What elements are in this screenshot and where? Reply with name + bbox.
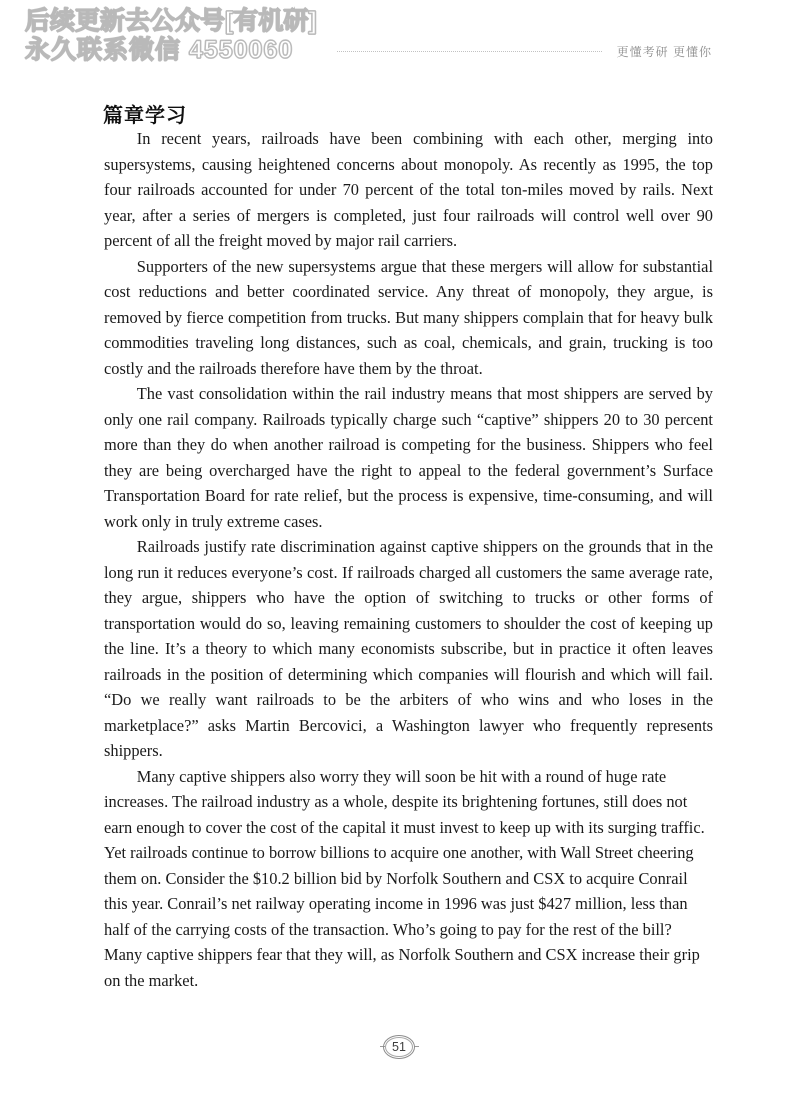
article-body	[104, 126, 713, 993]
page-number-badge	[383, 1035, 417, 1061]
header-divider-line	[337, 51, 602, 53]
paragraph: The vast consolidation within the rail industry means that most shippers are served by only one rail company. Railroads typically charge such “captive” shippers 20 to 30 percent more than they do when another railroad is competing for the business. Shippers who feel they are being overcharged have the right to appeal to the federal government’s Surface Transportation Board for rate relief, but the process is expensive, time-consuming, and will work only in truly extreme cases.	[104, 384, 713, 531]
paragraph: Many captive shippers also worry they will soon be hit with a round of huge rate increases. The railroad industry as a whole, despite its brightening fortunes, still does not earn enough to cover the cost of the capital it must invest to keep up with its surging traffic. Yet railroads continue to borrow billions to acquire one another, with Wall Street cheering them on. Consider the $10.2 billion bid by Norfolk Southern and CSX to acquire Conrail this year. Conrail’s net railway operating income in 1996 was just $427 million, less than half of the carrying costs of the transaction. Who’s going to pay for the rest of the bill? Many captive shippers fear that they will, as Norfolk Southern and CSX increase their grip on the market.	[104, 766, 705, 990]
watermark-line-1: 后续更新去公众号[有机研]	[25, 7, 317, 35]
header-brand-text: 更懂考研 更懂你	[616, 45, 712, 59]
page-number-value: 51	[392, 1040, 406, 1054]
paragraph: Supporters of the new supersystems argue that these mergers will allow for substantial cost reductions and better coordinated service. Any threat of monopoly, they argue, is removed by fierce competition from trucks. But many shippers complain that for heavy bulk commodities traveling long distances, such as coal, chemicals, and grain, trucking is too costly and the railroads therefore have them by the throat.	[104, 256, 713, 378]
paragraph: In recent years, railroads have been combining with each other, merging into supersystems, causing heightened concerns about monopoly. As recently as 1995, the top four railroads accounted for under 70 percent of the total ton-miles moved by rails. Next year, after a series of mergers is completed, just four railroads will control well over 90 percent of all the freight moved by major rail carriers.	[104, 129, 713, 250]
section-title: 篇章学习	[103, 105, 187, 128]
page-header	[0, 0, 800, 80]
watermark-overlay	[25, 7, 395, 65]
paragraph: Railroads justify rate discrimination against captive shippers on the grounds that in the long run it reduces everyone’s cost. If railroads charged all customers the same average rate, they argue, shippers who have the option of switching to trucks or other forms of transportation would do so, leaving remaining customers to shoulder the cost of keeping up the line. It’s a theory to which many economists subscribe, but in practice it often leaves railroads in the position of determining which companies will flourish and which will fail. “Do we really want railroads to be the arbiters of who wins and who loses in the marketplace?” asks Martin Bercovici, a Washington lawyer who frequently represents shippers.	[104, 537, 713, 760]
watermark-line-2: 永久联系微信 4550060	[25, 36, 294, 64]
